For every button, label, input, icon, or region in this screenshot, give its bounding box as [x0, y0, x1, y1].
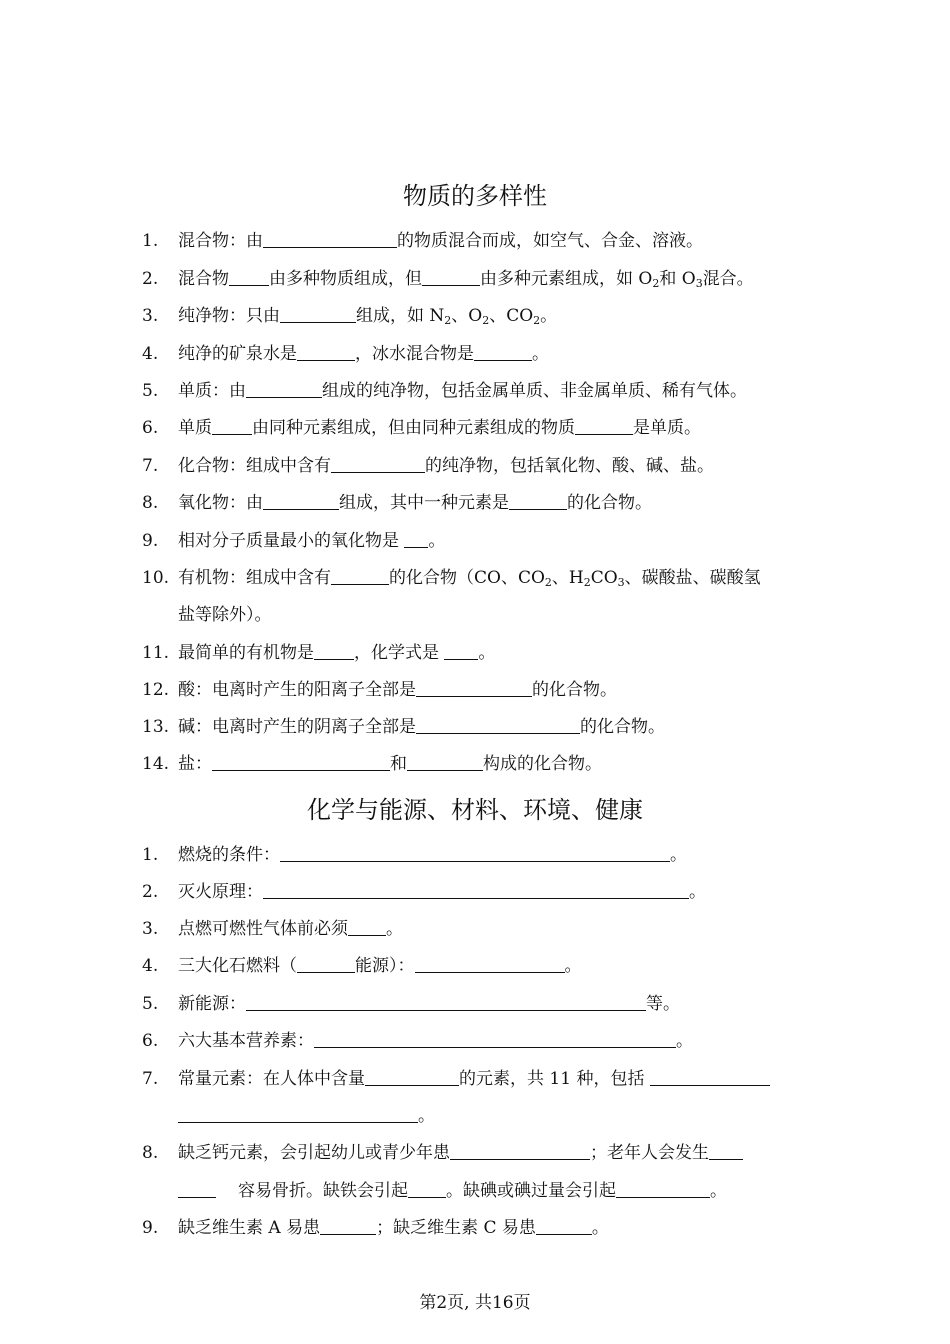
answer-blank[interactable]	[650, 1069, 770, 1086]
section-title: 物质的多样性	[403, 182, 547, 210]
list-item-continuation: 。	[178, 1101, 435, 1126]
list-item: 1. 燃烧的条件： 。	[142, 845, 687, 865]
answer-blank[interactable]	[212, 418, 252, 435]
list-item: 8. 缺乏钙元素，会引起幼儿或青少年患 ；老年人会发生	[142, 1138, 743, 1163]
list-item: 9. 缺乏维生素 A 易患 ；缺乏维生素 C 易患 。	[142, 1218, 609, 1238]
answer-blank[interactable]	[536, 1218, 592, 1235]
answer-blank[interactable]	[407, 754, 483, 771]
list-item: 7. 常量元素：在人体中含量 的元素，共 11 种，包括	[142, 1064, 770, 1089]
answer-blank[interactable]	[331, 456, 425, 473]
list-item: 4. 纯净的矿泉水是 ，冰水混合物是 。	[142, 344, 549, 364]
answer-blank[interactable]	[263, 493, 339, 510]
answer-blank[interactable]	[450, 1143, 590, 1160]
list-item: 4. 三大化石燃料（ 能源）： 。	[142, 956, 582, 976]
answer-blank[interactable]	[415, 956, 565, 973]
list-item: 5. 新能源： 等。	[142, 994, 680, 1014]
answer-blank[interactable]	[314, 1031, 676, 1048]
list-item-continuation: 容易骨折。缺铁会引起 。缺碘或碘过量会引起 。	[178, 1176, 727, 1201]
answer-blank[interactable]	[331, 568, 389, 585]
list-item: 5. 单质：由 组成的纯净物，包括金属单质、非金属单质、稀有气体。	[142, 381, 747, 401]
answer-blank[interactable]	[320, 1218, 376, 1235]
answer-blank[interactable]	[444, 643, 478, 660]
answer-blank[interactable]	[408, 1181, 446, 1198]
answer-blank[interactable]	[280, 306, 356, 323]
list-item: 3. 点燃可燃性气体前必须 。	[142, 919, 403, 939]
answer-blank[interactable]	[246, 994, 646, 1011]
answer-blank[interactable]	[263, 231, 397, 248]
answer-blank[interactable]	[365, 1069, 459, 1086]
answer-blank[interactable]	[509, 493, 567, 510]
answer-blank[interactable]	[422, 269, 480, 286]
answer-blank[interactable]	[416, 717, 580, 734]
list-item-continuation: 盐等除外）。	[178, 605, 272, 625]
list-item: 2. 灭火原理： 。	[142, 882, 706, 902]
list-item: 2. 混合物 由多种物质组成，但 由多种元素组成，如 $O_2$和 $O_3$混合。	[142, 269, 754, 290]
page-footer: 第2页, 共16页	[419, 1293, 531, 1313]
list-item: 9. 相对分子质量最小的氧化物是 。	[142, 531, 446, 551]
list-item: 7. 化合物：组成中含有 的纯净物，包括氧化物、酸、碱、盐。	[142, 456, 714, 476]
answer-blank[interactable]	[314, 643, 354, 660]
answer-blank[interactable]	[616, 1181, 710, 1198]
answer-blank[interactable]	[348, 919, 386, 936]
answer-blank[interactable]	[709, 1143, 743, 1160]
list-item: 13. 碱：电离时产生的阴离子全部是 的化合物。	[142, 717, 665, 737]
answer-blank[interactable]	[280, 845, 670, 862]
list-item: 6. 六大基本营养素： 。	[142, 1031, 693, 1051]
list-item: 1. 混合物：由 的物质混合而成，如空气、合金、溶液。	[142, 231, 703, 251]
answer-blank[interactable]	[575, 418, 633, 435]
section-title: 化学与能源、材料、环境、健康	[307, 796, 643, 824]
answer-blank[interactable]	[297, 956, 355, 973]
answer-blank[interactable]	[246, 381, 322, 398]
answer-blank[interactable]	[263, 882, 689, 899]
list-item: 10. 有机物：组成中含有 的化合物（CO、$CO_2$、$H_2CO_3$、碳酸盐、碳酸氢	[142, 568, 761, 589]
answer-blank[interactable]	[474, 344, 532, 361]
answer-blank[interactable]	[178, 1106, 418, 1123]
answer-blank[interactable]	[212, 754, 390, 771]
answer-blank[interactable]	[416, 680, 532, 697]
list-item: 8. 氧化物：由 组成，其中一种元素是 的化合物。	[142, 493, 652, 513]
answer-blank[interactable]	[178, 1181, 216, 1198]
answer-blank[interactable]	[229, 269, 269, 286]
list-item: 12. 酸：电离时产生的阳离子全部是 的化合物。	[142, 680, 617, 700]
list-item: 11. 最简单的有机物是 ，化学式是 。	[142, 643, 496, 663]
answer-blank[interactable]	[404, 531, 428, 548]
answer-blank[interactable]	[297, 344, 355, 361]
list-item: 6. 单质 由同种元素组成，但由同种元素组成的物质 是单质。	[142, 418, 701, 438]
list-item: 14. 盐： 和 构成的化合物。	[142, 754, 602, 774]
list-item: 3. 纯净物：只由 组成，如 $N_2$、$O_2$、$CO_2$。	[142, 306, 558, 327]
